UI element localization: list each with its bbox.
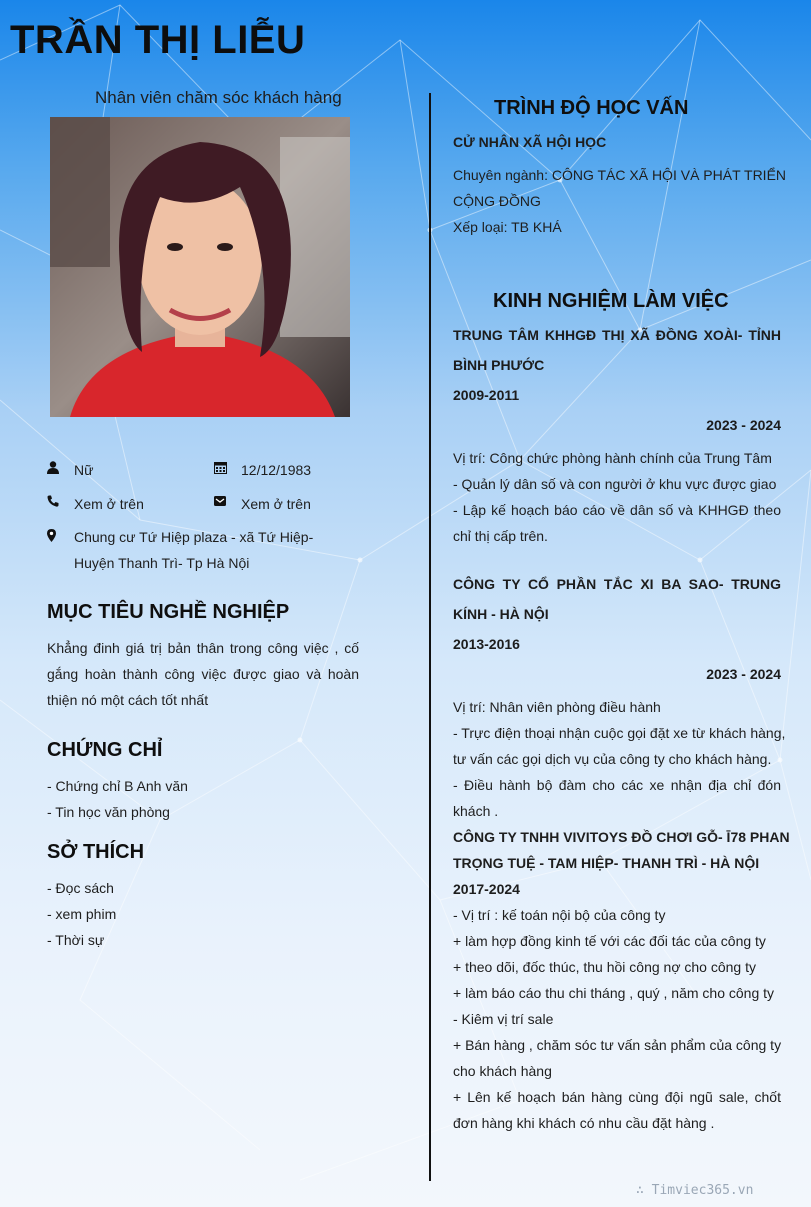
birthday-value: 12/12/1983 <box>241 462 312 478</box>
address-line-1: Chung cư Tứ Hiệp plaza - xã Tứ Hiệp- <box>74 529 314 545</box>
certificates-list <box>47 773 188 825</box>
job-line: + Lên kế hoạch bán hàng cùng đội ngũ sale, chốt <box>453 1089 781 1105</box>
job-entry <box>453 824 790 1136</box>
column-divider <box>429 93 431 1181</box>
experience-title: KINH NGHIỆM LÀM VIỆC <box>493 290 729 312</box>
profile-photo <box>50 117 350 417</box>
job-line: - Vị trí : kế toán nội bộ của công ty <box>453 907 666 923</box>
education-major-line-1: Chuyên ngành: CÔNG TÁC XÃ HỘI VÀ PHÁT TRIỂN <box>453 167 787 183</box>
job-company-line-1: CÔNG TY TNHH VIVITOYS ĐỒ CHƠI GỖ- Ī78 PHAN <box>453 829 790 845</box>
job-title: Nhân viên chăm sóc khách hàng <box>95 88 342 107</box>
job-company-line-1: CÔNG TY CỔ PHẦN TẮC XI BA SAO- TRUNG <box>453 576 781 592</box>
objective-title: MỤC TIÊU NGHỀ NGHIỆP <box>47 601 290 623</box>
list-item: - Tin học văn phòng <box>47 804 170 820</box>
job-years: 2017-2024 <box>453 881 520 897</box>
job-line: - Kiêm vị trí sale <box>453 1011 554 1027</box>
job-line: + Bán hàng , chăm sóc tư vấn sản phẩm của công ty <box>453 1037 782 1053</box>
job-line: + theo dõi, đốc thúc, thu hồi công nợ cho công ty <box>453 959 756 975</box>
map-marker-icon <box>47 529 61 543</box>
hobbies-title: SỞ THÍCH <box>47 841 145 863</box>
job-company-line-2: TRỌNG TUỆ - TAM HIỆP- THANH TRÌ - HÀ NỘI <box>453 855 760 871</box>
job-line: - Trực điện thoại nhận cuộc gọi đặt xe từ khách hàng, <box>453 725 786 741</box>
education-degree: CỬ NHÂN XÃ HỘI HỌC <box>453 134 607 150</box>
job-line: Vị trí: Công chức phòng hành chính của Trung Tâm <box>453 450 772 466</box>
job-line: + làm báo cáo thu chi tháng , quý , năm cho công ty <box>453 985 775 1001</box>
email-icon <box>214 495 228 509</box>
gender-value: Nữ <box>74 462 94 478</box>
list-item: - Đọc sách <box>47 880 114 896</box>
objective-text: Khẳng đinh giá trị bản thân trong công việc , cố gắng hoàn thành công việc được giao và hoàn thiện nó một cách tốt nhất <box>47 640 359 708</box>
job-entry <box>453 569 781 689</box>
education-grade: Xếp loại: TB KHÁ <box>453 219 562 235</box>
watermark: ∴ Timviec365.vn <box>636 1183 754 1198</box>
job-line: đơn hàng khi khách có nhu cầu đặt hàng . <box>453 1115 715 1131</box>
job-line: khách . <box>453 803 499 819</box>
phone-icon <box>47 495 61 509</box>
list-item: - Thời sự <box>47 932 105 948</box>
job-line: - Lập kế hoạch báo cáo về dân số và KHHGĐ theo <box>453 502 781 518</box>
user-icon <box>47 461 61 475</box>
job-company-line-2: BÌNH PHƯỚC <box>453 357 545 373</box>
job-years: 2009-2011 <box>453 387 520 403</box>
job-years: 2013-2016 <box>453 636 520 652</box>
address-line-2: Huyện Thanh Trì- Tp Hà Nội <box>74 555 250 571</box>
education-major-line-2: CỘNG ĐỒNG <box>453 193 541 209</box>
hobbies-list <box>47 875 116 953</box>
job-entry <box>453 320 781 440</box>
education-details <box>453 162 787 240</box>
job-line: cho khách hàng <box>453 1063 552 1079</box>
job-range: 2023 - 2024 <box>706 666 781 682</box>
job-range: 2023 - 2024 <box>706 417 781 433</box>
phone-value: Xem ở trên <box>74 496 144 512</box>
job-line: - Điều hành bộ đàm cho các xe nhận địa chỉ đón <box>453 777 781 793</box>
candidate-name: TRẦN THỊ LIỄU <box>10 18 306 62</box>
job-line: + làm hợp đồng kinh tế với các đối tác của công ty <box>453 933 766 949</box>
list-item: - Chứng chỉ B Anh văn <box>47 778 188 794</box>
certificates-title: CHỨNG CHỈ <box>47 739 163 761</box>
job-company-line-1: TRUNG TÂM KHHGĐ THỊ XÃ ĐỒNG XOÀI- TỈNH <box>453 327 781 343</box>
education-title: TRÌNH ĐỘ HỌC VẤN <box>494 97 689 119</box>
job-description <box>453 694 786 824</box>
job-line: Vị trí: Nhân viên phòng điều hành <box>453 699 661 715</box>
job-line: chỉ thị cấp trên. <box>453 528 548 544</box>
calendar-icon <box>214 461 228 475</box>
list-item: - xem phim <box>47 906 117 922</box>
job-description <box>453 445 781 549</box>
job-line: tư vấn các gọi dịch vụ của công ty cho khách hàng. <box>453 751 772 767</box>
email-value: Xem ở trên <box>241 496 311 512</box>
job-company-line-2: KÍNH - HÀ NỘI <box>453 606 549 622</box>
job-line: - Quản lý dân số và con người ở khu vực được giao <box>453 476 777 492</box>
